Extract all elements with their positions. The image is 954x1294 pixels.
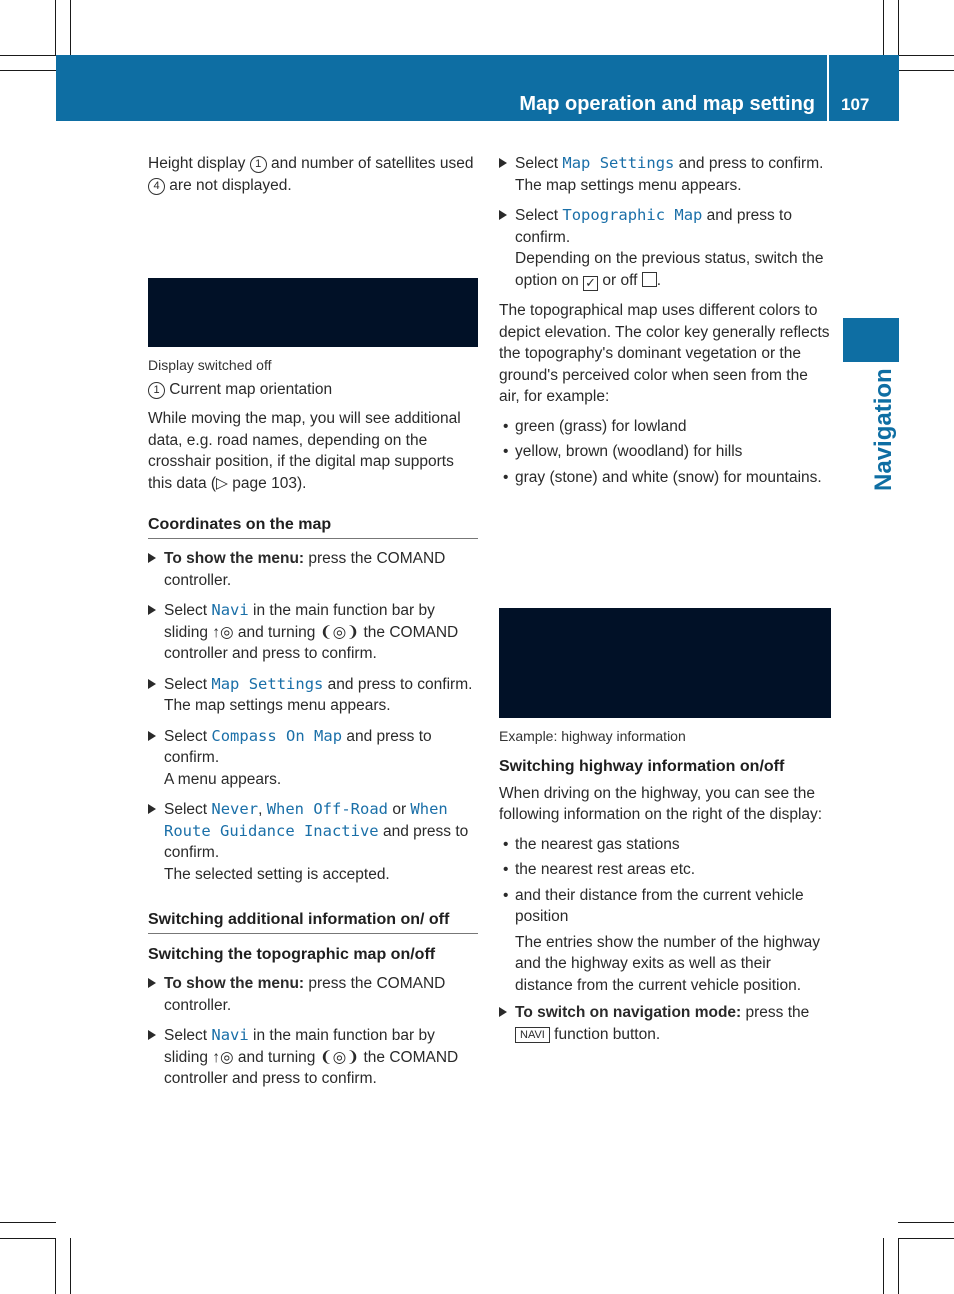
topographic-paragraph: The topographical map uses different colors to depict elevation. The color key generally reflects the topography's dominant vegetation or the ground's perceived color when seen from the air, for example: bbox=[499, 302, 830, 405]
figure-caption: Example: highway information bbox=[499, 728, 686, 744]
figure-legend: 1 Current map orientation bbox=[148, 379, 478, 401]
highway-info-screenshot bbox=[499, 608, 831, 718]
crop-mark bbox=[55, 1238, 56, 1294]
list-item: • gray (stone) and white (snow) for mountains. bbox=[499, 467, 831, 489]
callout-number: 4 bbox=[148, 178, 165, 195]
crop-mark bbox=[883, 1238, 884, 1294]
step-result: A menu appears. bbox=[164, 770, 282, 788]
crop-mark bbox=[70, 0, 71, 56]
instruction-step: Select Map Settings and press to confirm. The map settings menu appears. bbox=[499, 153, 831, 196]
step-result: The selected setting is accepted. bbox=[164, 865, 390, 883]
crop-mark bbox=[0, 70, 56, 71]
step-arrow-icon bbox=[148, 605, 156, 615]
step-result: The map settings menu appears. bbox=[515, 176, 742, 194]
step-arrow-icon bbox=[148, 804, 156, 814]
section-heading: Coordinates on the map bbox=[148, 514, 478, 539]
step-arrow-icon bbox=[499, 158, 507, 168]
section-heading: Switching additional information on/ off bbox=[148, 909, 478, 934]
crop-mark bbox=[883, 0, 884, 56]
step-arrow-icon bbox=[148, 553, 156, 563]
crop-mark bbox=[898, 0, 899, 56]
menu-item-topographic-map: Topographic Map bbox=[562, 206, 703, 224]
highway-paragraph: When driving on the highway, you can see the following information on the right of the display: bbox=[499, 784, 823, 823]
figure-top-area bbox=[148, 196, 478, 278]
step-result: The map settings menu appears. bbox=[164, 697, 391, 714]
instruction-step: Select Navi in the main function bar by sliding ↑◎ and turning ❨◎❩ the COMAND controller and press to confirm. bbox=[148, 600, 478, 665]
instruction-step: To switch on navigation mode: press the NAVI function button. bbox=[499, 1002, 831, 1045]
page-header bbox=[56, 55, 899, 121]
step-arrow-icon bbox=[148, 679, 156, 689]
instruction-step: To show the menu: press the COMAND controller. bbox=[148, 548, 478, 591]
list-item: • the nearest rest areas etc. bbox=[499, 859, 831, 881]
crop-mark bbox=[0, 55, 56, 56]
side-tab-label: Navigation bbox=[870, 368, 897, 491]
crop-mark bbox=[898, 55, 954, 56]
crop-mark bbox=[898, 1238, 954, 1239]
menu-item-never: Never bbox=[211, 800, 259, 818]
crop-mark bbox=[898, 70, 954, 71]
callout-number: 1 bbox=[148, 382, 165, 399]
topographic-color-list bbox=[499, 416, 831, 489]
callout-number: 1 bbox=[250, 156, 267, 173]
right-column bbox=[499, 153, 831, 1054]
side-tab bbox=[843, 318, 899, 362]
step-arrow-icon bbox=[499, 1007, 507, 1017]
menu-item-when-route-guidance-inactive: When Route Guidance Inactive bbox=[164, 800, 448, 840]
crop-mark bbox=[0, 1238, 56, 1239]
crop-mark bbox=[55, 0, 56, 56]
checkbox-checked-icon: ✓ bbox=[583, 276, 598, 291]
header-title: Map operation and map setting bbox=[519, 93, 815, 115]
step-arrow-icon bbox=[148, 1030, 156, 1040]
page-number: 107 bbox=[841, 95, 870, 114]
step-arrow-icon bbox=[499, 210, 507, 220]
step-arrow-icon bbox=[148, 731, 156, 741]
sub-heading: Switching the topographic map on/off bbox=[148, 946, 436, 963]
list-item: • green (grass) for lowland bbox=[499, 416, 831, 438]
sub-heading: Switching highway information on/off bbox=[499, 757, 785, 775]
menu-item-map-settings: Map Settings bbox=[562, 154, 675, 172]
crop-mark bbox=[70, 1238, 71, 1294]
list-item: • yellow, brown (woodland) for hills bbox=[499, 441, 831, 463]
highway-entries-note: The entries show the number of the highway and the highway exits as well as their distance from the current vehicle position. bbox=[515, 933, 821, 994]
list-item: • the nearest gas stations bbox=[499, 834, 831, 856]
instruction-step: To show the menu: press the COMAND controller. bbox=[148, 973, 478, 1016]
figure-top-area bbox=[499, 496, 831, 608]
crop-mark bbox=[0, 1222, 56, 1223]
instruction-step: Select Compass On Map and press to confirm. A menu appears. bbox=[148, 726, 478, 791]
step-arrow-icon bbox=[148, 978, 156, 988]
instruction-step: Select Never, When Off-Road or When Route Guidance Inactive and press to confirm. The selected setting is accepted. bbox=[148, 799, 478, 885]
menu-item-navi: Navi bbox=[211, 601, 249, 619]
checkbox-empty-icon bbox=[642, 272, 657, 287]
highway-info-list bbox=[499, 834, 831, 928]
display-screenshot bbox=[148, 278, 478, 347]
instruction-step: Select Navi in the main function bar by sliding ↑◎ and turning ❨◎❩ the COMAND controller and press to confirm. bbox=[148, 1025, 478, 1090]
intro-paragraph: Height display 1 and number of satellites used 4 are not displayed. bbox=[148, 155, 474, 194]
crop-mark bbox=[898, 1238, 899, 1294]
list-item: • and their distance from the current vehicle position bbox=[499, 885, 831, 928]
menu-item-compass-on-map: Compass On Map bbox=[211, 726, 343, 745]
menu-item-when-off-road: When Off-Road bbox=[266, 800, 389, 818]
moving-map-paragraph: While moving the map, you will see additional data, e.g. road names, depending on the crosshair position, if the digital map supports this data (▷ page 103). bbox=[148, 410, 461, 492]
header-divider bbox=[827, 55, 829, 121]
crop-mark bbox=[898, 1222, 954, 1223]
instruction-step: Select Map Settings and press to confirm. The map settings menu appears. bbox=[148, 674, 478, 717]
menu-item-navi: Navi bbox=[211, 1026, 249, 1044]
menu-item-map-settings: Map Settings bbox=[211, 674, 324, 693]
figure-caption: Display switched off bbox=[148, 357, 272, 373]
navi-button-icon: NAVI bbox=[515, 1027, 550, 1043]
left-column bbox=[148, 153, 478, 1099]
instruction-step: Select Topographic Map and press to confirm. Depending on the previous status, switch the option on ✓ or off . bbox=[499, 205, 831, 291]
